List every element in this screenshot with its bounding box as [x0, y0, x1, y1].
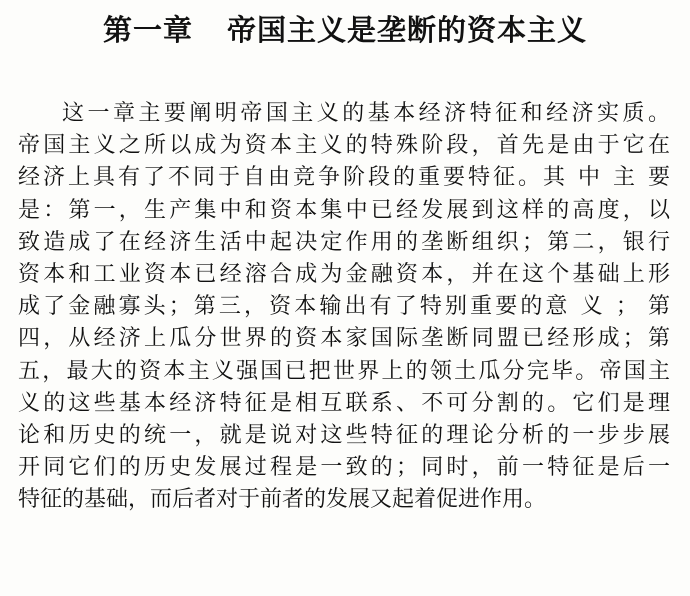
- paragraph-line: 义的这些基本经济特征是相互联系、不可分割的。它们是理: [18, 390, 670, 416]
- chapter-number: 第一章: [102, 13, 193, 47]
- paragraph-line: 特征的基础，而后者对于前者的发展又起着促进作用。: [18, 487, 547, 513]
- paragraph-line: 经济上具有了不同于自由竞争阶段的重要特征。其 中 主 要: [18, 165, 670, 191]
- paragraph-line: 帝国主义之所以成为资本主义的特殊阶段，首先是由于它在: [18, 133, 670, 159]
- paragraph-line: 资本和工业资本已经溶合成为金融资本，并在这个基础上形: [18, 261, 670, 287]
- paragraph-line: 开同它们的历史发展过程是一致的；同时，前一特征是后一: [18, 455, 670, 481]
- paragraph-line: 是：第一，生产集中和资本集中已经发展到这样的高度，以: [18, 197, 670, 223]
- chapter-body-paragraph: [18, 98, 670, 516]
- chapter-heading: [0, 10, 690, 50]
- paragraph-line: 成了金融寡头；第三，资本输出有了特别重要的意 义 ； 第: [18, 294, 670, 320]
- paragraph-line: 论和历史的统一，就是说对这些特征的理论分析的一步步展: [18, 422, 670, 448]
- paragraph-line: 这一章主要阐明帝国主义的基本经济特征和经济实质。: [62, 101, 670, 126]
- paragraph-line: 四，从经济上瓜分世界的资本家国际垄断同盟已经形成；第: [18, 326, 670, 352]
- paragraph-line: 五，最大的资本主义强国已把世界上的领土瓜分完毕。帝国主: [18, 358, 670, 384]
- chapter-title-text: 帝国主义是垄断的资本主义: [227, 13, 588, 47]
- paragraph-line: 致造成了在经济生活中起决定作用的垄断组织；第二，银行: [18, 229, 670, 255]
